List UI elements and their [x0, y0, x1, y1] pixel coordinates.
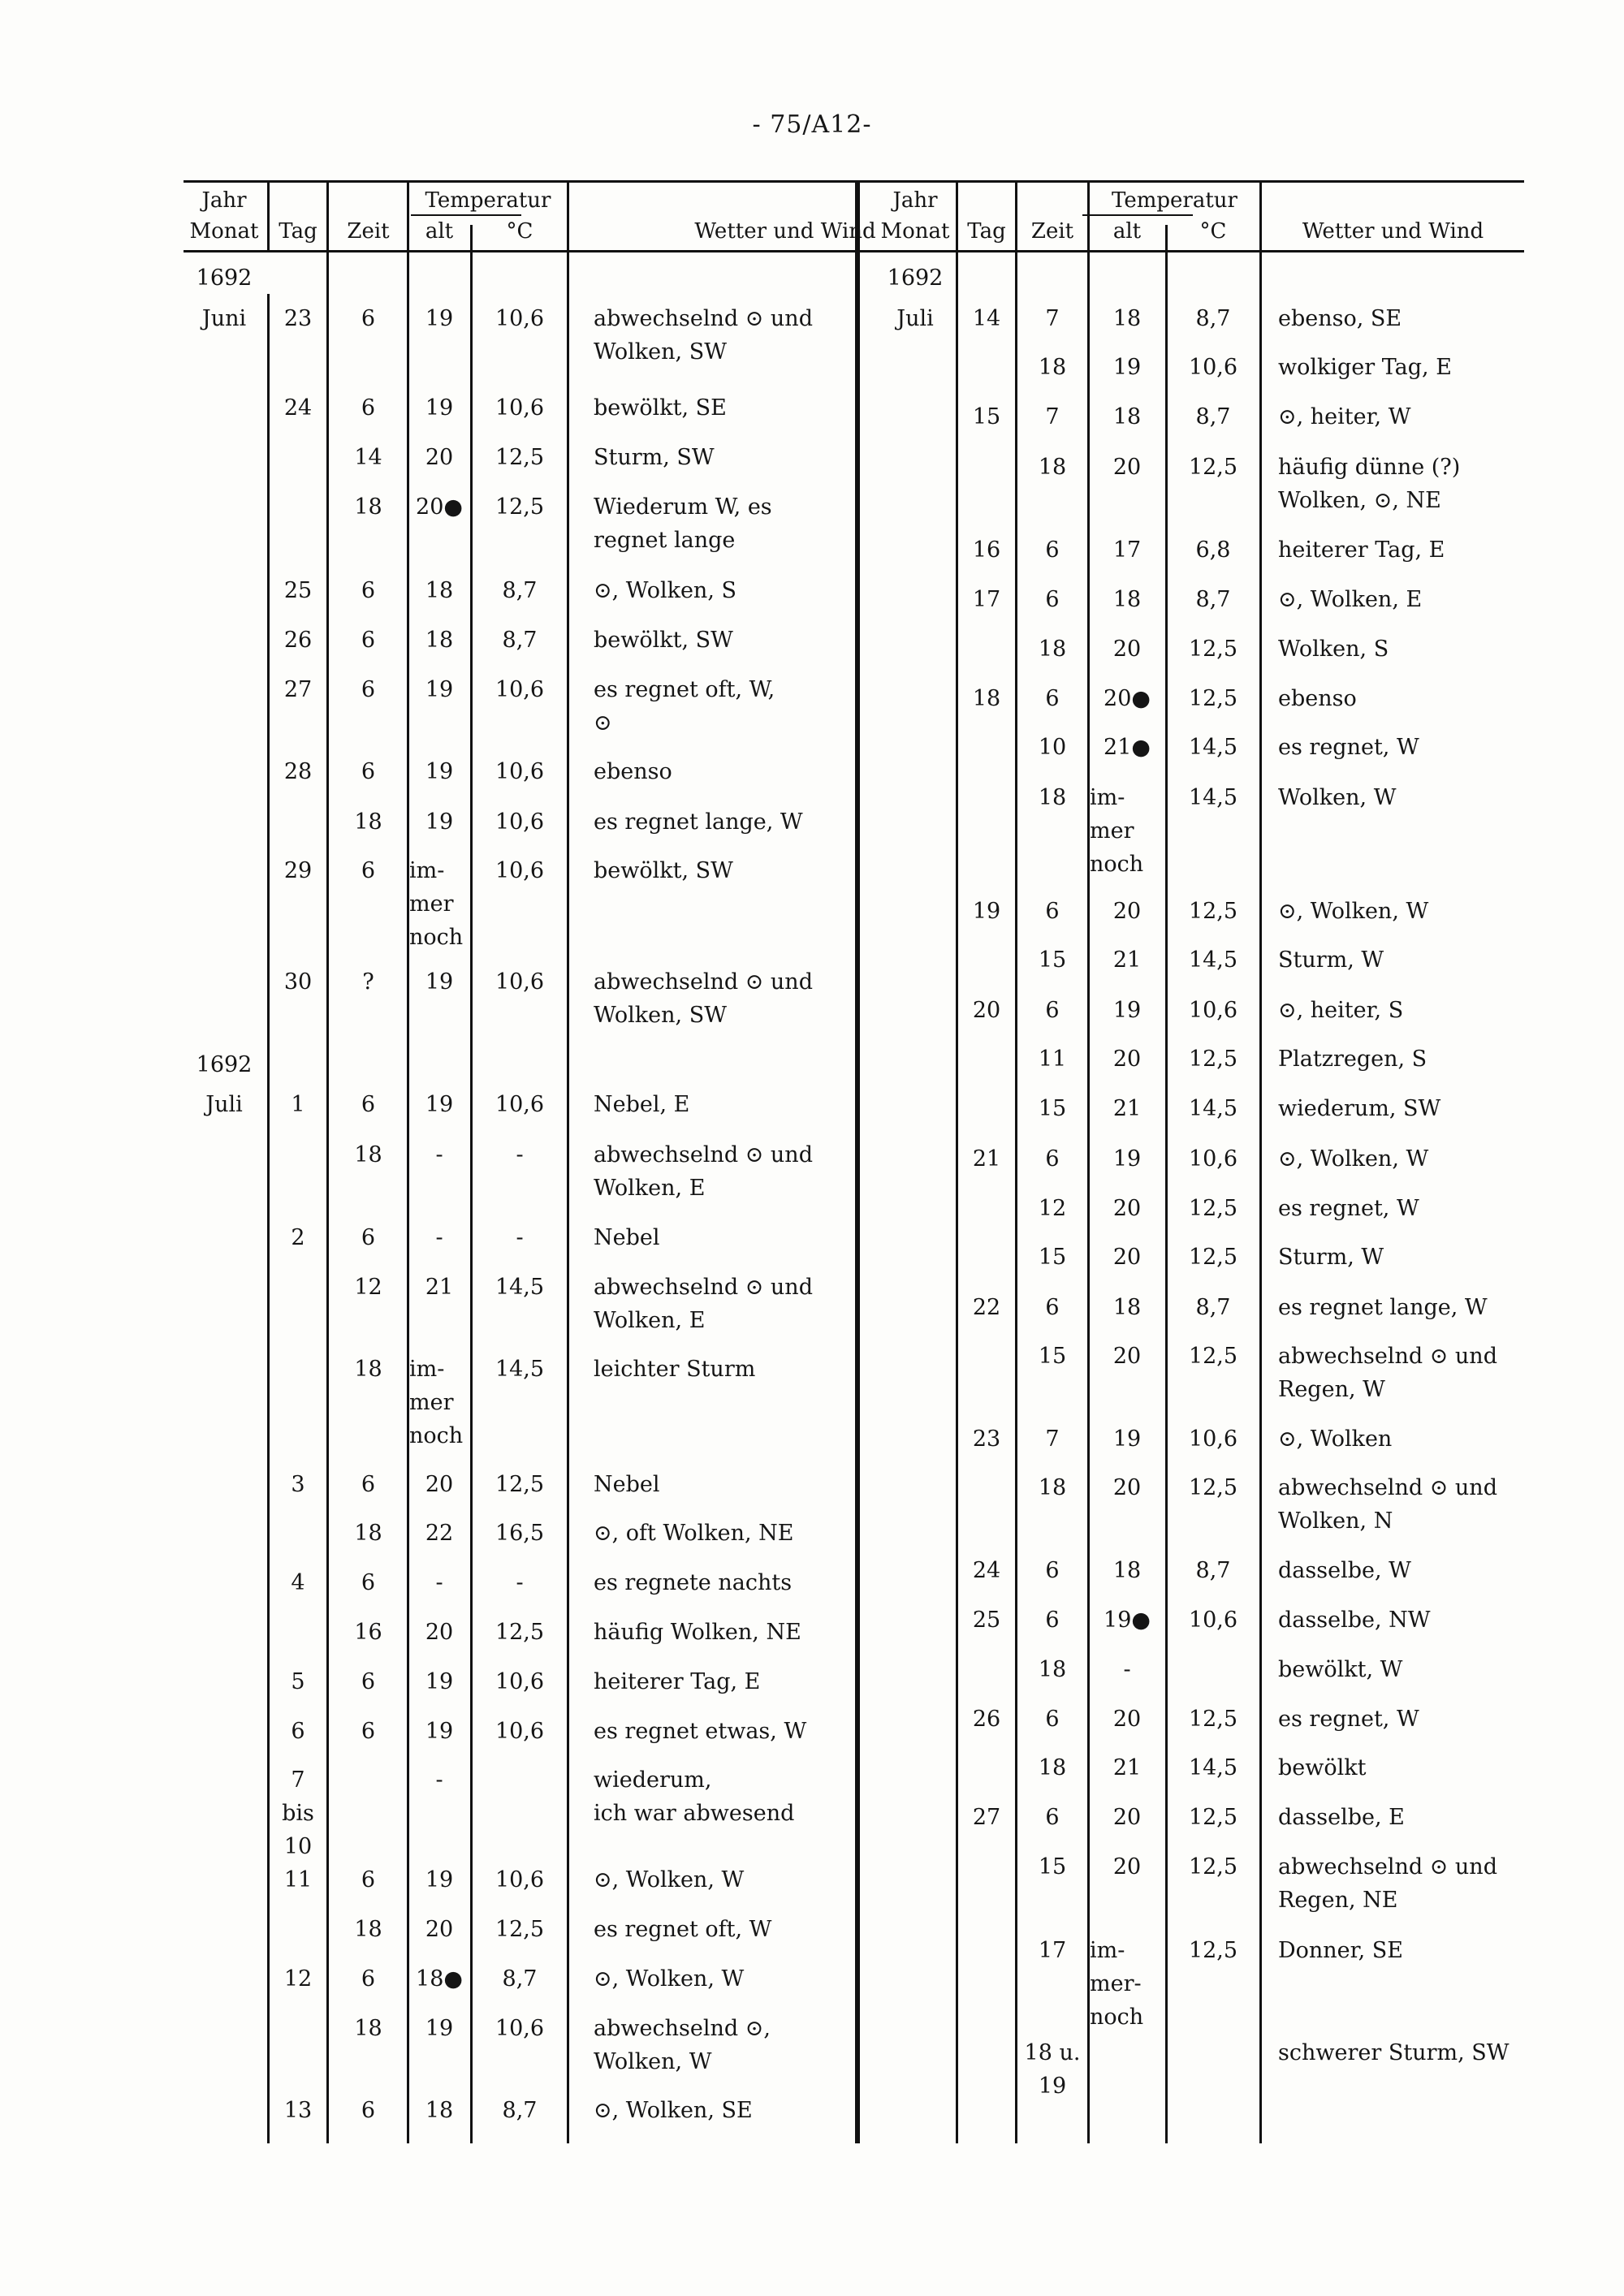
temp-old-cell: - — [435, 1225, 443, 1250]
weather-wind-cell: Platzregen, S — [1278, 1047, 1427, 1072]
weather-wind-cell: abwechselnd ⊙ und Regen, NE — [1278, 1854, 1497, 1913]
weather-wind-cell: Sturm, W — [1278, 947, 1384, 973]
time-cell: 18 — [1038, 1475, 1067, 1500]
time-cell: 6 — [361, 1719, 376, 1744]
temp-old-cell: 19 — [425, 2016, 454, 2041]
weather-wind-cell: ⊙, Wolken, SE — [594, 2098, 753, 2123]
month-cell: Juli — [896, 306, 934, 331]
temp-celsius-cell: 12,5 — [495, 494, 545, 520]
temp-old-cell: 21 — [1112, 1755, 1142, 1780]
weather-wind-cell: es regnet, W — [1278, 1707, 1419, 1732]
weather-wind-cell: ⊙, Wolken, E — [1278, 587, 1423, 612]
time-cell: 14 — [354, 445, 382, 470]
time-cell: 6 — [361, 628, 376, 653]
day-cell: 12 — [283, 1966, 313, 1992]
time-cell: 15 — [1038, 1096, 1067, 1121]
temp-old-cell: 20● — [416, 494, 463, 520]
temp-celsius-cell: 12,5 — [1188, 1047, 1238, 1072]
time-cell: 18 — [1038, 355, 1067, 380]
temp-old-cell: 21 — [1112, 1096, 1142, 1121]
temp-old-cell: 19● — [1104, 1608, 1151, 1633]
temp-celsius-cell: 12,5 — [1188, 455, 1238, 480]
weather-wind-cell: es regnet oft, W, ⊙ — [594, 677, 775, 736]
day-cell: 23 — [972, 1426, 1001, 1452]
weather-wind-cell: ⊙, oft Wolken, NE — [594, 1521, 794, 1546]
temp-celsius-cell: 12,5 — [1188, 637, 1238, 662]
weather-wind-cell: es regnet lange, W — [594, 809, 803, 835]
day-cell: 26 — [283, 628, 313, 653]
temp-old-cell: 19 — [1112, 1146, 1142, 1172]
temp-celsius-cell: 12,5 — [1188, 1475, 1238, 1500]
day-cell: 22 — [972, 1295, 1001, 1320]
temp-celsius-cell: 12,5 — [495, 1472, 545, 1497]
temp-old-cell: 20 — [1112, 1344, 1142, 1369]
weather-wind-cell: es regnet oft, W — [594, 1917, 772, 1942]
temp-celsius-cell: 14,5 — [1188, 947, 1238, 973]
weather-wind-cell: abwechselnd ⊙, Wolken, W — [594, 2016, 771, 2074]
temp-old-cell: 20 — [1112, 899, 1142, 924]
column-line — [1259, 180, 1262, 2143]
time-cell: 15 — [1038, 1344, 1067, 1369]
temp-old-cell: 21 — [1112, 947, 1142, 973]
temp-celsius-cell: 14,5 — [495, 1357, 545, 1382]
temp-celsius-cell: 8,7 — [502, 628, 538, 653]
temp-celsius-cell: 12,5 — [1188, 1707, 1238, 1732]
temp-celsius-cell: 10,6 — [495, 1867, 545, 1892]
time-cell: 6 — [361, 759, 376, 784]
weather-wind-cell: Wiederum W, es regnet lange — [594, 494, 772, 553]
header-wetter: Wetter und Wind — [694, 219, 876, 244]
weather-wind-cell: abwechselnd ⊙ und Wolken, E — [594, 1275, 813, 1333]
temp-old-cell: 18 — [1112, 306, 1142, 331]
day-cell: 28 — [283, 759, 313, 784]
temp-celsius-cell: 12,5 — [495, 1620, 545, 1645]
weather-wind-cell: Nebel — [594, 1225, 660, 1250]
temp-old-cell: - — [435, 1142, 443, 1167]
time-cell: 6 — [1045, 998, 1060, 1023]
month-cell: Juli — [205, 1092, 243, 1117]
day-cell: 2 — [291, 1225, 305, 1250]
temp-celsius-cell: 10,6 — [495, 2016, 545, 2041]
temp-old-cell: 20 — [425, 1620, 454, 1645]
weather-wind-cell: ⊙, Wolken, W — [594, 1966, 745, 1992]
weather-wind-cell: abwechselnd ⊙ und Wolken, E — [594, 1142, 813, 1201]
day-cell: 24 — [972, 1558, 1001, 1583]
temp-old-cell: - — [435, 1767, 443, 1793]
weather-wind-cell: es regnete nachts — [594, 1570, 793, 1595]
temp-old-cell: im- mer- noch — [1090, 1938, 1144, 2030]
temp-old-cell: im- mer noch — [409, 858, 464, 950]
year-cell: 1692 — [196, 265, 253, 291]
temp-celsius-cell: 14,5 — [1188, 1755, 1238, 1780]
weather-wind-cell: ⊙, Wolken — [1278, 1426, 1393, 1452]
temp-celsius-cell: 10,6 — [495, 1719, 545, 1744]
weather-wind-cell: wiederum, SW — [1278, 1096, 1441, 1121]
time-cell: 12 — [354, 1275, 382, 1300]
temperature-header-rule — [411, 214, 521, 216]
temp-celsius-cell: 12,5 — [1188, 899, 1238, 924]
time-cell: 6 — [1045, 537, 1060, 563]
temp-old-cell: 20● — [1104, 686, 1151, 711]
temp-old-cell: im- mer noch — [409, 1357, 464, 1448]
time-cell: 6 — [1045, 1805, 1060, 1830]
temp-old-cell: 20 — [425, 445, 454, 470]
time-cell: 18 — [1038, 637, 1067, 662]
time-cell: 6 — [361, 1472, 376, 1497]
time-cell: 15 — [1038, 947, 1067, 973]
day-cell: 5 — [291, 1669, 305, 1694]
temp-celsius-cell: 12,5 — [1188, 1938, 1238, 1963]
weather-wind-cell: bewölkt, SE — [594, 395, 727, 421]
temp-celsius-cell: 14,5 — [1188, 785, 1238, 810]
time-cell: 6 — [1045, 1707, 1060, 1732]
temp-celsius-cell: 8,7 — [502, 578, 538, 603]
temp-old-cell: 20 — [425, 1917, 454, 1942]
weather-wind-cell: schwerer Sturm, SW — [1278, 2040, 1510, 2065]
time-cell: 6 — [361, 2098, 376, 2123]
weather-wind-cell: bewölkt, SW — [594, 628, 733, 653]
day-cell: 25 — [972, 1608, 1001, 1633]
temp-celsius-cell: 10,6 — [495, 395, 545, 421]
weather-wind-cell: Sturm, W — [1278, 1245, 1384, 1270]
time-cell: 18 — [354, 1917, 382, 1942]
header-bottom-rule — [875, 250, 1524, 252]
day-cell: 27 — [283, 677, 313, 702]
time-cell: 6 — [1045, 686, 1060, 711]
weather-wind-cell: häufig dünne (?) Wolken, ⊙, NE — [1278, 455, 1461, 513]
temp-celsius-cell: 10,6 — [495, 1092, 545, 1117]
day-cell: 21 — [972, 1146, 1001, 1172]
time-cell: 6 — [361, 578, 376, 603]
time-cell: 16 — [354, 1620, 382, 1645]
temp-celsius-cell: 16,5 — [495, 1521, 545, 1546]
temp-old-cell: 19 — [425, 969, 454, 995]
temp-celsius-cell: 10,6 — [495, 809, 545, 835]
day-cell: 25 — [283, 578, 313, 603]
temp-celsius-cell: 12,5 — [1188, 1805, 1238, 1830]
time-cell: 6 — [361, 1966, 376, 1992]
weather-wind-cell: ⊙, heiter, W — [1278, 404, 1411, 429]
weather-wind-cell: Sturm, SW — [594, 445, 715, 470]
day-cell: 15 — [972, 404, 1001, 429]
time-cell: 6 — [361, 1225, 376, 1250]
temp-old-cell: 20 — [1112, 1245, 1142, 1270]
header-monat: Monat — [189, 219, 259, 244]
month-cell: Juni — [201, 306, 247, 331]
header-wetter: Wetter und Wind — [1302, 219, 1484, 244]
weather-wind-cell: ebenso — [594, 759, 672, 784]
temp-old-cell: 19 — [425, 1092, 454, 1117]
temp-old-cell: 19 — [425, 759, 454, 784]
weather-wind-cell: ⊙, heiter, S — [1278, 998, 1404, 1023]
temp-old-cell: 18 — [425, 2098, 454, 2123]
temp-celsius-cell: 10,6 — [495, 759, 545, 784]
temp-old-cell: 19 — [1112, 998, 1142, 1023]
temp-old-cell: 18 — [425, 628, 454, 653]
temp-old-cell: 20 — [1112, 455, 1142, 480]
temp-old-cell: 22 — [425, 1521, 454, 1546]
time-cell: 15 — [1038, 1245, 1067, 1270]
temp-celsius-cell: 8,7 — [1195, 306, 1231, 331]
day-cell: 30 — [283, 969, 313, 995]
temp-celsius-cell: 10,6 — [1188, 1608, 1238, 1633]
temp-old-cell: 20 — [1112, 1047, 1142, 1072]
day-cell: 7 bis 10 — [282, 1767, 314, 1859]
day-cell: 6 — [291, 1719, 305, 1744]
temp-celsius-cell: 10,6 — [1188, 355, 1238, 380]
temp-old-cell: im- mer noch — [1090, 785, 1144, 877]
temp-old-cell: - — [435, 1570, 443, 1595]
time-cell: 18 — [354, 1521, 382, 1546]
time-cell: 18 — [354, 2016, 382, 2041]
temp-old-cell: 19 — [425, 809, 454, 835]
time-cell: 6 — [361, 1570, 376, 1595]
temp-celsius-cell: 8,7 — [502, 1966, 538, 1992]
temp-old-cell: 18 — [1112, 1558, 1142, 1583]
time-cell: 6 — [1045, 1608, 1060, 1633]
weather-wind-cell: ⊙, Wolken, S — [594, 578, 736, 603]
time-cell: 6 — [361, 858, 376, 883]
weather-wind-cell: häufig Wolken, NE — [594, 1620, 801, 1645]
temp-celsius-cell: 8,7 — [1195, 587, 1231, 612]
header-celsius: °C — [506, 219, 533, 244]
temp-celsius-cell: 12,5 — [1188, 1196, 1238, 1221]
time-cell: 18 — [354, 494, 382, 520]
time-cell: 12 — [1038, 1196, 1067, 1221]
header-jahr: Jahr — [201, 188, 247, 213]
time-cell: 6 — [361, 1092, 376, 1117]
temp-celsius-cell: 10,6 — [495, 858, 545, 883]
temp-celsius-cell: 12,5 — [1188, 686, 1238, 711]
weather-wind-cell: bewölkt, SW — [594, 858, 733, 883]
weather-wind-cell: dasselbe, W — [1278, 1558, 1411, 1583]
temp-celsius-cell: - — [516, 1142, 524, 1167]
time-cell: 18 — [1038, 785, 1067, 810]
temp-old-cell: 19 — [425, 395, 454, 421]
time-cell: 6 — [1045, 899, 1060, 924]
temp-celsius-cell: 12,5 — [495, 445, 545, 470]
time-cell: 17 — [1038, 1938, 1067, 1963]
day-cell: 18 — [972, 686, 1001, 711]
time-cell: 18 — [354, 1357, 382, 1382]
temp-celsius-cell: 10,6 — [1188, 1146, 1238, 1172]
temp-celsius-cell: - — [516, 1225, 524, 1250]
weather-wind-cell: es regnet etwas, W — [594, 1719, 807, 1744]
temp-celsius-cell: 12,5 — [1188, 1245, 1238, 1270]
weather-wind-cell: abwechselnd ⊙ und Regen, W — [1278, 1344, 1497, 1402]
day-cell: 11 — [283, 1867, 313, 1892]
day-cell: 29 — [283, 858, 313, 883]
weather-wind-cell: abwechselnd ⊙ und Wolken, N — [1278, 1475, 1497, 1534]
temp-celsius-cell: 10,6 — [1188, 998, 1238, 1023]
temp-old-cell: 20 — [1112, 1196, 1142, 1221]
header-temperatur: Temperatur — [425, 188, 551, 213]
temp-old-cell: 18 — [425, 578, 454, 603]
temp-old-cell: 19 — [1112, 355, 1142, 380]
time-cell: 6 — [361, 306, 376, 331]
time-cell: 6 — [361, 677, 376, 702]
weather-wind-cell: abwechselnd ⊙ und Wolken, SW — [594, 306, 813, 365]
day-cell: 26 — [972, 1707, 1001, 1732]
day-cell: 4 — [291, 1570, 305, 1595]
time-cell: 6 — [1045, 587, 1060, 612]
temp-old-cell: 20 — [1112, 1805, 1142, 1830]
time-cell: 6 — [1045, 1146, 1060, 1172]
weather-wind-cell: wiederum, ich war abwesend — [594, 1767, 795, 1826]
table-divider-double-rule — [855, 180, 860, 2143]
day-cell: 17 — [972, 587, 1001, 612]
day-cell: 14 — [972, 306, 1001, 331]
temp-celsius-cell: 14,5 — [495, 1275, 545, 1300]
weather-wind-cell: Donner, SE — [1278, 1938, 1403, 1963]
time-cell: 18 — [354, 1142, 382, 1167]
temp-old-cell: 21● — [1104, 735, 1151, 760]
header-tag: Tag — [967, 219, 1006, 244]
day-cell: 19 — [972, 899, 1001, 924]
header-monat: Monat — [880, 219, 950, 244]
time-cell: 6 — [361, 1669, 376, 1694]
time-cell: 18 u. 19 — [1024, 2040, 1081, 2099]
temp-old-cell: 20 — [1112, 637, 1142, 662]
time-cell: 6 — [361, 395, 376, 421]
column-line — [326, 180, 329, 2143]
weather-wind-cell: Wolken, S — [1278, 637, 1389, 662]
table-top-rule — [875, 180, 1524, 183]
time-cell: 18 — [354, 809, 382, 835]
day-cell: 13 — [283, 2098, 313, 2123]
temp-old-cell: 20 — [1112, 1854, 1142, 1880]
temp-celsius-cell: 12,5 — [1188, 1854, 1238, 1880]
day-cell: 23 — [283, 306, 313, 331]
header-temperatur: Temperatur — [1112, 188, 1237, 213]
weather-table-right — [875, 180, 1524, 2143]
header-celsius: °C — [1199, 219, 1227, 244]
weather-wind-cell: ⊙, Wolken, W — [594, 1867, 745, 1892]
temp-old-cell: - — [1123, 1657, 1131, 1682]
time-cell: 18 — [1038, 1755, 1067, 1780]
weather-wind-cell: dasselbe, NW — [1278, 1608, 1431, 1633]
temp-celsius-cell: 8,7 — [502, 2098, 538, 2123]
time-cell: 6 — [361, 1867, 376, 1892]
temp-celsius-cell: 8,7 — [1195, 1295, 1231, 1320]
temp-celsius-cell: 10,6 — [495, 306, 545, 331]
time-cell: 11 — [1038, 1047, 1067, 1072]
temp-celsius-cell: 6,8 — [1195, 537, 1231, 563]
temp-old-cell: 19 — [1112, 1426, 1142, 1452]
day-cell: 27 — [972, 1805, 1001, 1830]
weather-wind-cell: dasselbe, E — [1278, 1805, 1405, 1830]
header-tag: Tag — [279, 219, 317, 244]
time-cell: 10 — [1038, 735, 1067, 760]
weather-wind-cell: heiterer Tag, E — [594, 1669, 761, 1694]
temp-celsius-cell: 8,7 — [1195, 404, 1231, 429]
time-cell: 7 — [1045, 1426, 1060, 1452]
temp-old-cell: 19 — [425, 1719, 454, 1744]
temp-old-cell: 19 — [425, 1867, 454, 1892]
weather-wind-cell: Wolken, W — [1278, 785, 1397, 810]
day-cell: 1 — [291, 1092, 305, 1117]
temp-old-cell: 20 — [425, 1472, 454, 1497]
column-line — [567, 180, 569, 2143]
day-cell: 16 — [972, 537, 1001, 563]
temp-old-cell: 18 — [1112, 1295, 1142, 1320]
weather-wind-cell: es regnet, W — [1278, 735, 1419, 760]
temp-old-cell: 20 — [1112, 1475, 1142, 1500]
weather-wind-cell: leichter Sturm — [594, 1357, 756, 1382]
temp-old-cell: 18● — [416, 1966, 463, 1992]
weather-wind-cell: bewölkt, W — [1278, 1657, 1403, 1682]
temp-celsius-cell: 12,5 — [1188, 1344, 1238, 1369]
weather-wind-cell: Nebel, E — [594, 1092, 690, 1117]
year-cell: 1692 — [196, 1052, 253, 1077]
time-cell: 7 — [1045, 306, 1060, 331]
time-cell: 18 — [1038, 455, 1067, 480]
temp-old-cell: 20 — [1112, 1707, 1142, 1732]
header-zeit: Zeit — [1030, 219, 1074, 244]
weather-wind-cell: ebenso — [1278, 686, 1357, 711]
page-number: - 75/A12- — [752, 110, 872, 139]
year-cell: 1692 — [887, 265, 944, 291]
temp-old-cell: 19 — [425, 677, 454, 702]
header-alt: alt — [425, 219, 454, 244]
temp-celsius-cell: 14,5 — [1188, 1096, 1238, 1121]
header-zeit: Zeit — [347, 219, 390, 244]
temp-celsius-cell: 10,6 — [495, 1669, 545, 1694]
temp-old-cell: 18 — [1112, 587, 1142, 612]
day-cell: 20 — [972, 998, 1001, 1023]
temp-celsius-cell: 10,6 — [495, 969, 545, 995]
weather-wind-cell: ebenso, SE — [1278, 306, 1402, 331]
time-cell: 15 — [1038, 1854, 1067, 1880]
time-cell: 18 — [1038, 1657, 1067, 1682]
temp-celsius-cell: - — [516, 1570, 524, 1595]
temp-celsius-cell: 8,7 — [1195, 1558, 1231, 1583]
weather-wind-cell: es regnet, W — [1278, 1196, 1419, 1221]
temp-old-cell: 19 — [425, 306, 454, 331]
header-alt: alt — [1112, 219, 1142, 244]
temperature-header-rule — [1082, 214, 1193, 216]
weather-wind-cell: ⊙, Wolken, W — [1278, 899, 1429, 924]
header-jahr: Jahr — [892, 188, 938, 213]
temp-celsius-cell: 10,6 — [495, 677, 545, 702]
temp-celsius-cell: 12,5 — [495, 1917, 545, 1942]
weather-wind-cell: Nebel — [594, 1472, 660, 1497]
weather-wind-cell: es regnet lange, W — [1278, 1295, 1488, 1320]
weather-wind-cell: wolkiger Tag, E — [1278, 355, 1452, 380]
day-cell: 3 — [291, 1472, 305, 1497]
temp-old-cell: 17 — [1112, 537, 1142, 563]
temp-old-cell: 18 — [1112, 404, 1142, 429]
weather-wind-cell: abwechselnd ⊙ und Wolken, SW — [594, 969, 813, 1028]
weather-wind-cell: heiterer Tag, E — [1278, 537, 1445, 563]
temp-old-cell: 19 — [425, 1669, 454, 1694]
time-cell: 6 — [1045, 1558, 1060, 1583]
time-cell: 6 — [1045, 1295, 1060, 1320]
time-cell: 7 — [1045, 404, 1060, 429]
temp-old-cell: 21 — [425, 1275, 454, 1300]
temp-celsius-cell: 14,5 — [1188, 735, 1238, 760]
weather-wind-cell: bewölkt — [1278, 1755, 1367, 1780]
day-cell: 24 — [283, 395, 313, 421]
weather-wind-cell: ⊙, Wolken, W — [1278, 1146, 1429, 1172]
temp-celsius-cell: 10,6 — [1188, 1426, 1238, 1452]
time-cell: ? — [362, 969, 374, 995]
